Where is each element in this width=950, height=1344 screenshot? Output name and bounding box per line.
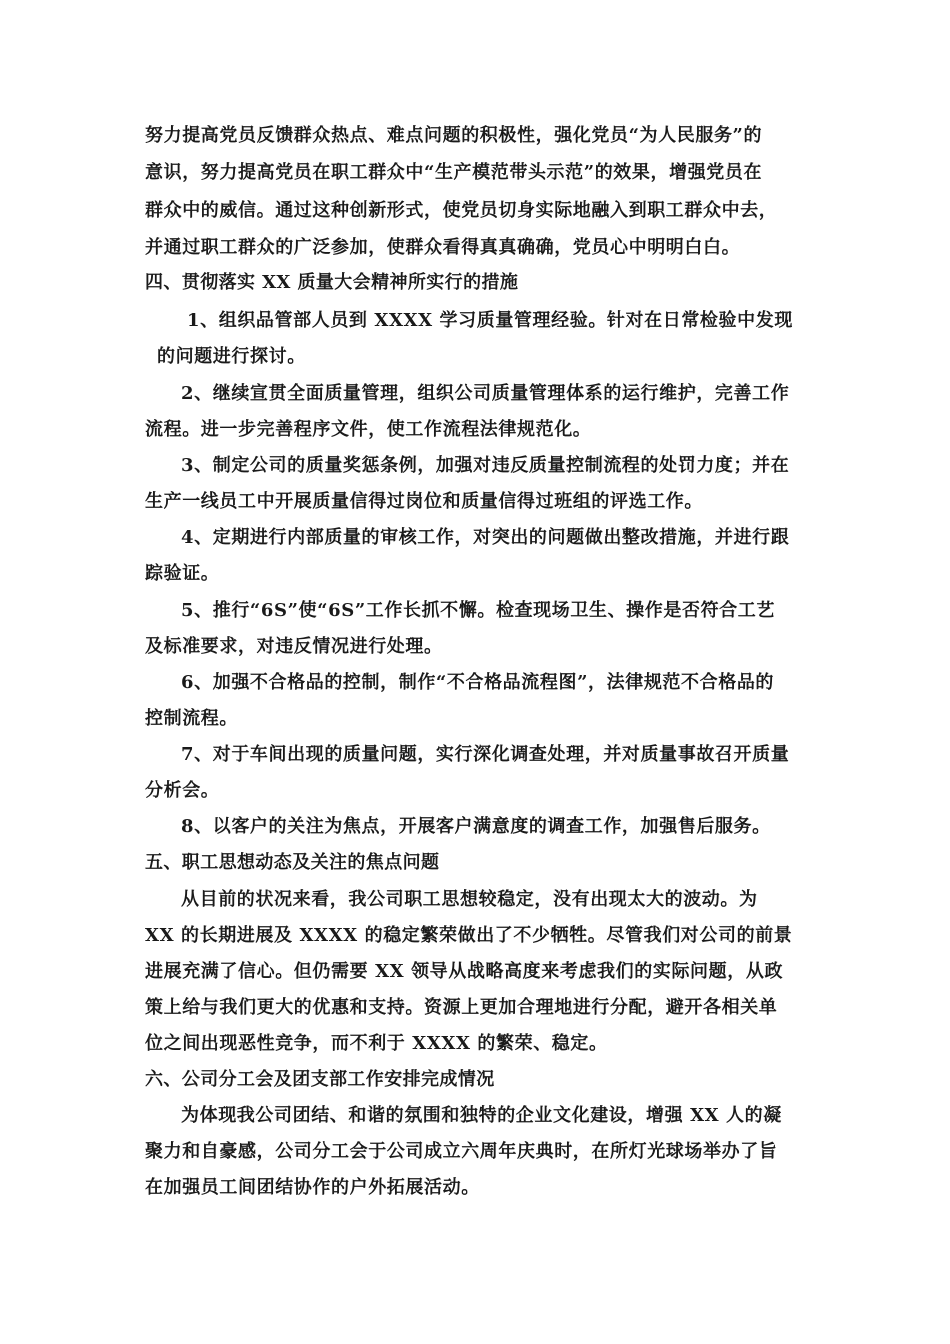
paragraph-line: 群众中的威信。通过这种创新形式，使党员切身实际地融入到职工群众中去， (145, 200, 778, 221)
list-item-7: 7、对于车间出现的质量问题，实行深化调查处理，并对质量事故召开质量 (181, 744, 790, 765)
section-heading-4: 四、贯彻落实 XX 质量大会精神所实行的措施 (145, 272, 519, 293)
paragraph-line: 在加强员工间团结协作的户外拓展活动。 (145, 1177, 480, 1198)
paragraph-line: 意识，努力提高党员在职工群众中“生产模范带头示范”的效果，增强党员在 (145, 162, 763, 183)
paragraph-line: 聚力和自豪感，公司分工会于公司成立六周年庆典时，在所灯光球场举办了旨 (145, 1141, 778, 1162)
paragraph-line: XX 的长期进展及 XXXX 的稳定繁荣做出了不少牺牲。尽管我们对公司的前景 (145, 925, 793, 946)
list-item-7-cont: 分析会。 (145, 780, 220, 801)
paragraph-line: 并通过职工群众的广泛参加，使群众看得真真确确，党员心中明明白白。 (145, 237, 741, 258)
section-heading-6: 六、公司分工会及团支部工作安排完成情况 (145, 1069, 495, 1090)
list-item-2-cont: 流程。进一步完善程序文件，使工作流程法律规范化。 (145, 419, 592, 440)
list-item-4: 4、定期进行内部质量的审核工作，对突出的问题做出整改措施，并进行跟 (181, 527, 790, 548)
paragraph-line: 为体现我公司团结、和谐的氛围和独特的企业文化建设，增强 XX 人的凝 (181, 1105, 782, 1126)
paragraph-line: 策上给与我们更大的优惠和支持。资源上更加合理地进行分配，避开各相关单 (145, 997, 778, 1018)
list-item-8: 8、以客户的关注为焦点，开展客户满意度的调查工作，加强售后服务。 (181, 816, 771, 837)
list-item-6-cont: 控制流程。 (145, 708, 238, 729)
list-item-1-cont: 的问题进行探讨。 (157, 346, 306, 367)
list-item-6: 6、加强不合格品的控制，制作“不合格品流程图”，法律规范不合格品的 (181, 672, 775, 693)
paragraph-line: 位之间出现恶性竞争，而不利于 XXXX 的繁荣、稳定。 (145, 1033, 608, 1054)
list-item-4-cont: 踪验证。 (145, 563, 220, 584)
paragraph-line: 从目前的状况来看，我公司职工思想较稳定，没有出现太大的波动。为 (181, 889, 758, 910)
list-item-5-cont: 及标准要求，对违反情况进行处理。 (145, 636, 443, 657)
list-item-3: 3、制定公司的质量奖惩条例，加强对违反质量控制流程的处罚力度；并在 (181, 455, 790, 476)
section-heading-5: 五、职工思想动态及关注的焦点问题 (145, 852, 440, 873)
list-item-1: 1、组织品管部人员到 XXXX 学习质量管理经验。针对在日常检验中发现 (187, 310, 793, 331)
paragraph-line: 努力提高党员反馈群众热点、难点问题的积极性，强化党员“为人民服务”的 (145, 125, 763, 146)
list-item-5: 5、推行“6S”使“6S”工作长抓不懈。检查现场卫生、操作是否符合工艺 (181, 600, 775, 621)
list-item-3-cont: 生产一线员工中开展质量信得过岗位和质量信得过班组的评选工作。 (145, 491, 703, 512)
list-item-2: 2、继续宣贯全面质量管理，组织公司质量管理体系的运行维护，完善工作 (181, 383, 790, 404)
paragraph-line: 进展充满了信心。但仍需要 XX 领导从战略高度来考虑我们的实际问题，从政 (145, 961, 784, 982)
